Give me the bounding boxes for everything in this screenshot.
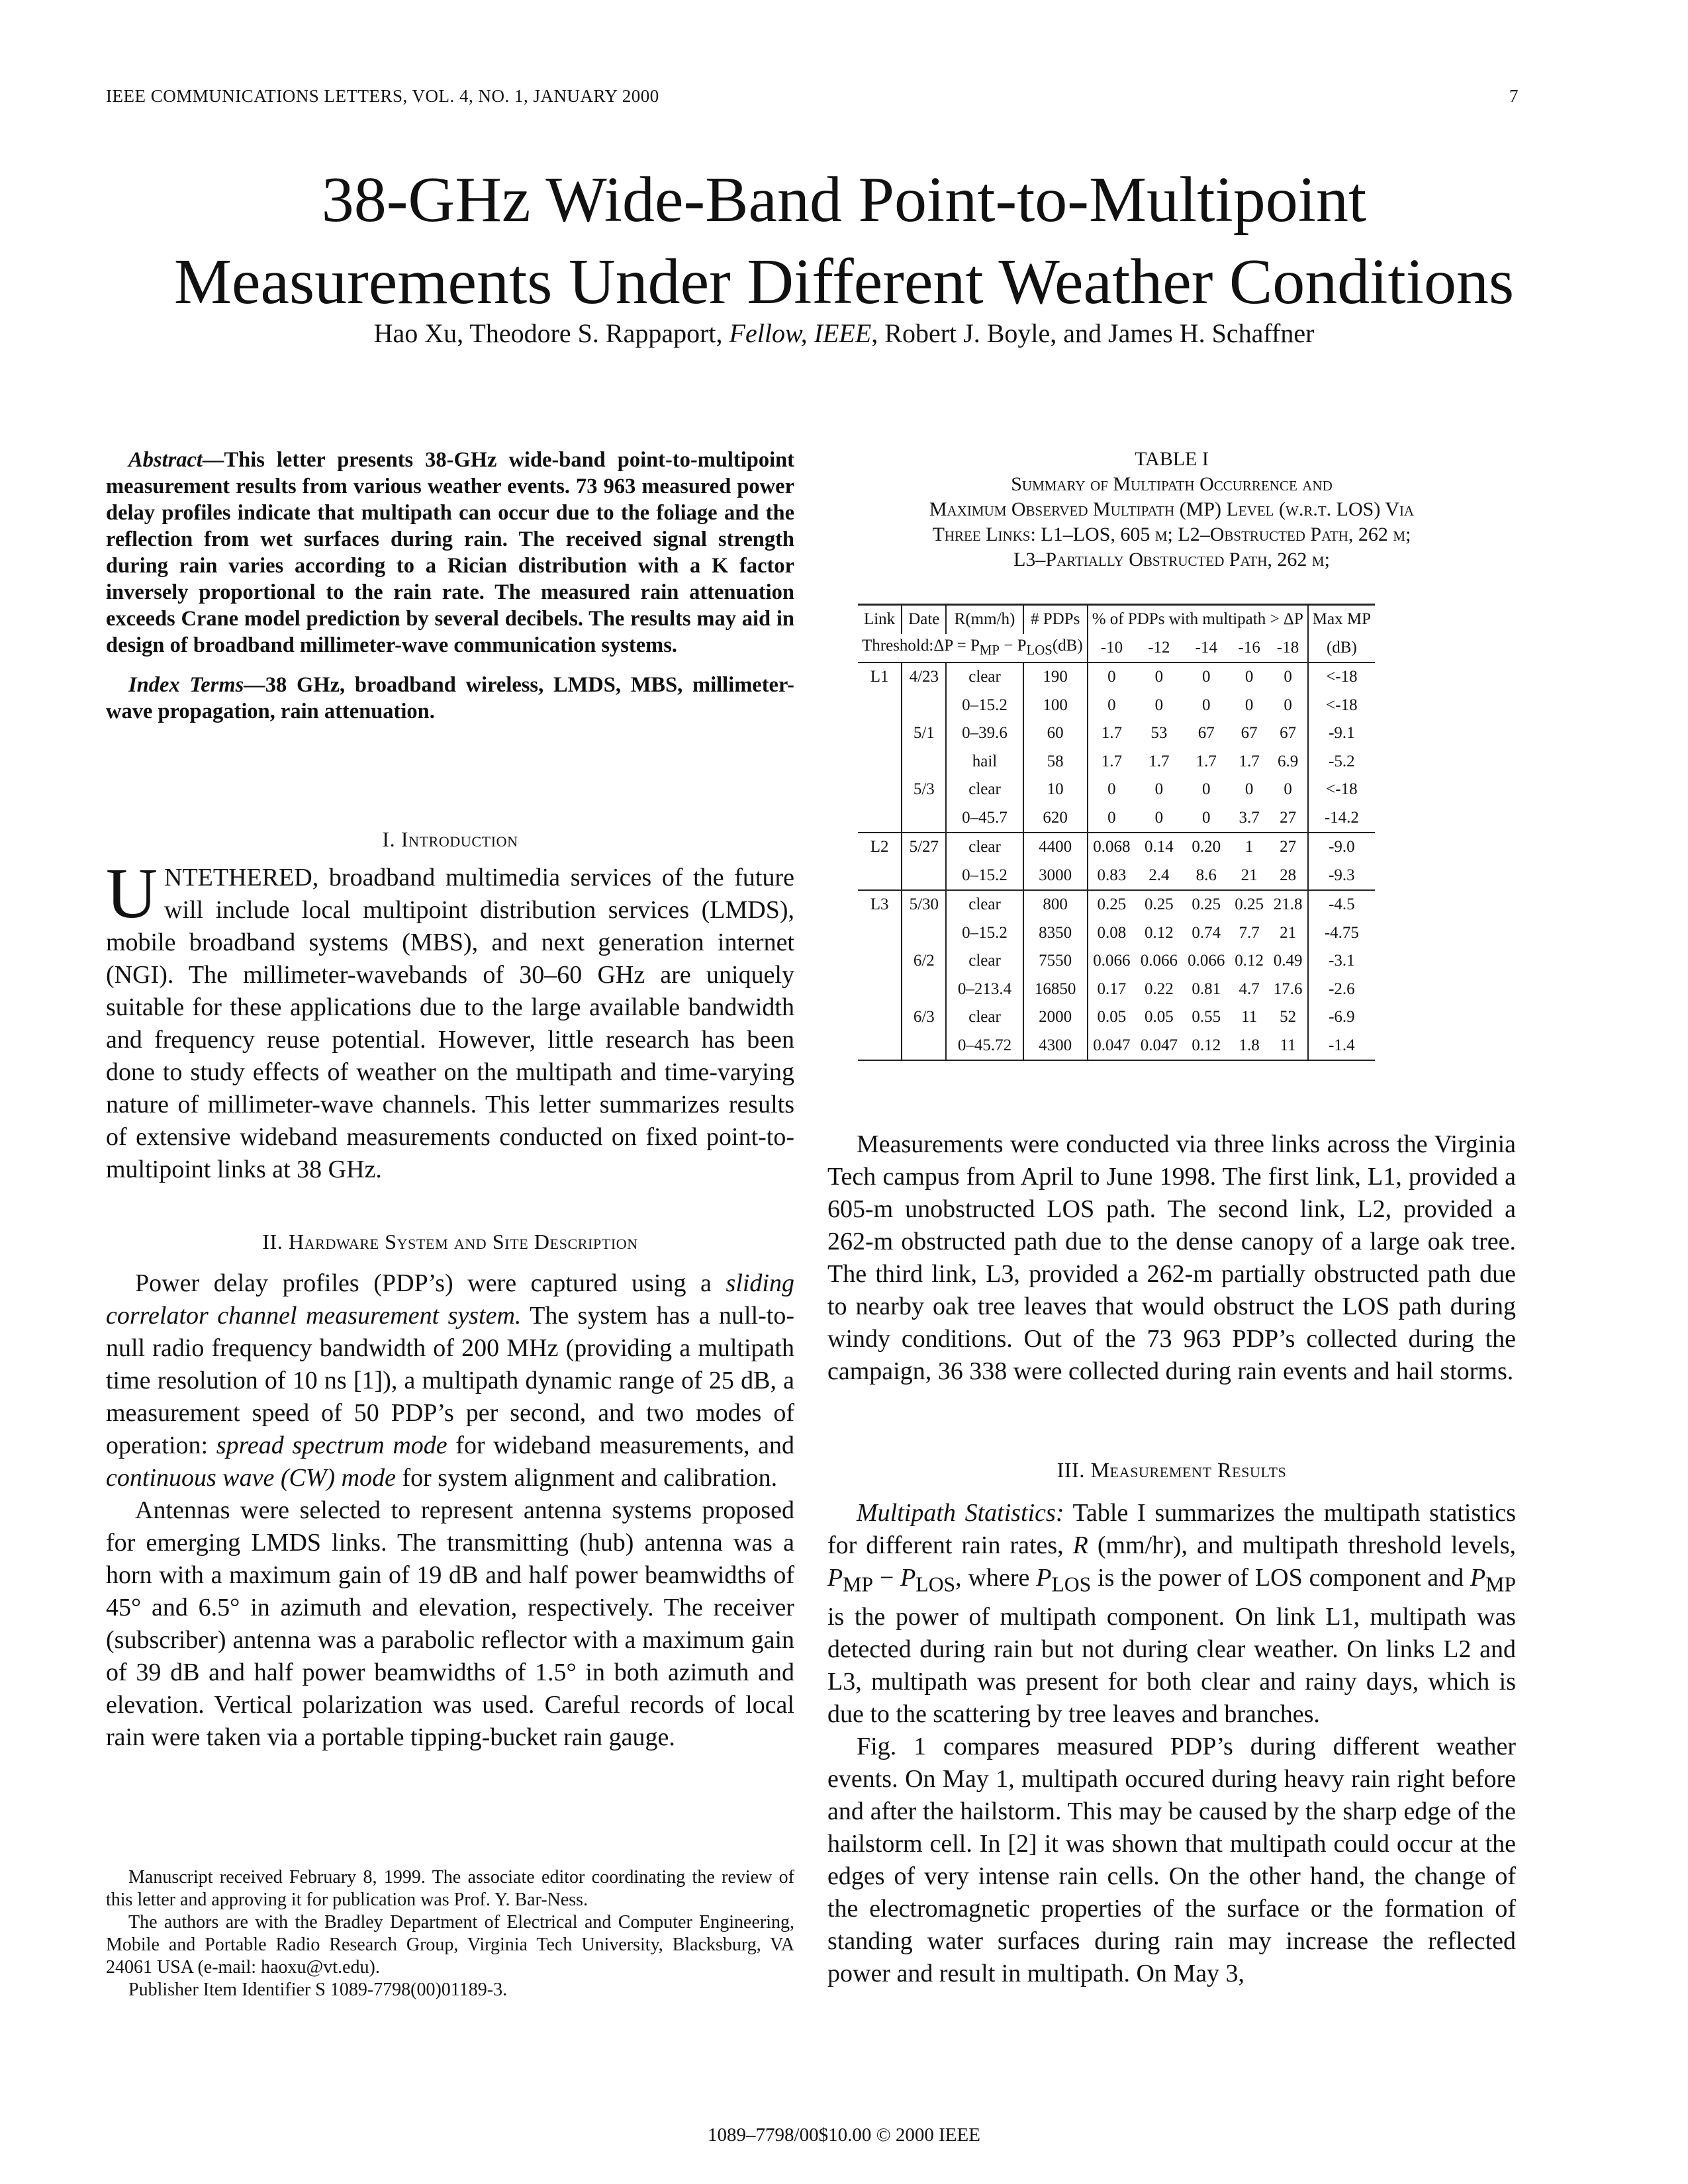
cell-percent: 3.7 bbox=[1239, 808, 1260, 827]
threshold-value: -14 bbox=[1183, 634, 1230, 663]
cell-percent: 67 bbox=[1268, 719, 1307, 748]
cell-max-mp: -4.75 bbox=[1324, 923, 1359, 942]
running-head: IEEE COMMUNICATIONS LETTERS, VOL. 4, NO. 1, JANUARY 2000 bbox=[106, 86, 659, 106]
cell-percent: 0 bbox=[1202, 696, 1211, 714]
max-mp-unit: (dB) bbox=[1308, 634, 1375, 663]
table-row bbox=[858, 719, 1375, 748]
emphasis: spread spectrum mode bbox=[216, 1432, 447, 1459]
cell-percent: 0.83 bbox=[1097, 866, 1127, 884]
text-run: is the power of multipath component. On link L1, multipath was detected during rain but not during clear weather. On links L2 and L3, multipath was present for both clear and rainy days, which is due to the scattering by tree leaves and branches. bbox=[827, 1602, 1516, 1728]
cell-rate: 0–15.2 bbox=[946, 862, 1023, 891]
cell-max-mp: -9.0 bbox=[1308, 833, 1375, 862]
cell-max-mp: <-18 bbox=[1326, 668, 1358, 686]
table-row bbox=[858, 833, 1375, 862]
multipath-table bbox=[858, 604, 1375, 1061]
table-row bbox=[858, 976, 1375, 1004]
cell-max-mp: -4.5 bbox=[1308, 890, 1375, 919]
cell-rate: clear bbox=[946, 890, 1023, 919]
cell-percent: 0.20 bbox=[1183, 833, 1230, 862]
cell-link bbox=[858, 776, 902, 804]
table-caption-line-2: Maximum Observed Multipath (MP) Level (w.r.t. LOS) Via bbox=[929, 498, 1415, 520]
cell-rate: clear bbox=[946, 776, 1023, 804]
hardware-body bbox=[106, 1267, 794, 1754]
cell-percent: 0.74 bbox=[1192, 923, 1221, 942]
cell-rate: 0–45.7 bbox=[946, 804, 1023, 833]
cell-percent: 0 bbox=[1202, 780, 1211, 799]
introduction-body bbox=[106, 854, 794, 1186]
text-run: The system has a null-to-null radio frequency bandwidth of 200 MHz (providing a multipath time resolution of 10 ns [1]), a multipath dynamic range of 25 dB, a measurement speed of 50 PDP’s per second, and two modes of operation: bbox=[106, 1302, 795, 1459]
cell-pdps: 8350 bbox=[1023, 919, 1088, 948]
table-label: TABLE I bbox=[1135, 448, 1209, 470]
cell-rate: 0–39.6 bbox=[946, 719, 1023, 748]
cell-link: L3 bbox=[858, 890, 902, 919]
measurement-sites-paragraph: Measurements were conducted via three links across the Virginia Tech campus from April to June 1998. The first link, L1, provided a 605-m unobstructed LOS path. The second link, L2, provided a 262-m obstructed path due to the dense canopy of a large oak tree. The third link, L3, provided a 262-m partially obstructed path due to nearby oak tree leaves that would obstruct the LOS path during windy conditions. Out of the 73 963 PDP’s collected during the campaign, 36 338 were collected during rain events and hail storms. bbox=[827, 1130, 1516, 1385]
col-header-link: Link bbox=[858, 605, 902, 634]
cell-max-mp: -1.4 bbox=[1308, 1032, 1375, 1061]
heading-number: I. bbox=[382, 827, 401, 851]
cell-percent: 0.49 bbox=[1268, 947, 1307, 976]
cell-pdps: 60 bbox=[1023, 719, 1088, 748]
cell-rate: 0–45.72 bbox=[946, 1032, 1023, 1061]
emphasis: sliding correlator channel measurement system. bbox=[106, 1269, 794, 1330]
paper-title bbox=[66, 159, 1622, 323]
cell-max-mp: -5.2 bbox=[1329, 752, 1355, 770]
cell-percent: 0.12 bbox=[1183, 1032, 1230, 1061]
cell-percent: 0 bbox=[1154, 780, 1164, 799]
table-row bbox=[858, 862, 1375, 891]
cell-link bbox=[858, 748, 902, 776]
results-paragraph-1 bbox=[827, 1497, 1516, 1731]
cell-percent: 0 bbox=[1268, 662, 1307, 692]
abstract-paragraph bbox=[106, 447, 794, 659]
hardware-paragraph-2: Antennas were selected to represent antenna systems proposed for emerging LMDS links. The transmitting (hub) antenna was a horn with a maximum gain of 19 dB and half power beamwidths of 45° and 6.5° in azimuth and elevation, respectively. The receiver (subscriber) antenna was a parabolic reflector with a maximum gain of 39 dB and half power beamwidths of 1.5° in both azimuth and elevation. Vertical polarization was used. Careful records of local rain were taken via a portable tipping-bucket rain gauge. bbox=[106, 1496, 794, 1751]
abstract-label: Abstract— bbox=[128, 448, 224, 472]
cell-percent: 6.9 bbox=[1268, 748, 1307, 776]
table-row bbox=[858, 692, 1375, 720]
index-terms-label: Index Terms— bbox=[128, 673, 265, 697]
table-row bbox=[858, 804, 1375, 833]
cell-percent: 11 bbox=[1268, 1032, 1307, 1061]
cell-pdps: 620 bbox=[1023, 804, 1088, 833]
cell-pdps: 16850 bbox=[1023, 976, 1088, 1004]
table-row bbox=[858, 1003, 1375, 1032]
cell-percent: 0.066 bbox=[1140, 952, 1178, 970]
table-caption-line-1: Summary of Multipath Occurrence and bbox=[1011, 473, 1333, 495]
cell-date: 6/3 bbox=[902, 1003, 946, 1032]
cell-pdps: 4400 bbox=[1023, 833, 1088, 862]
cell-percent: 0 bbox=[1244, 696, 1254, 714]
section-heading-results bbox=[827, 1458, 1516, 1482]
cell-link bbox=[858, 1032, 902, 1061]
cell-pdps: 3000 bbox=[1023, 862, 1088, 891]
cell-percent: 0.25 bbox=[1183, 890, 1230, 919]
cell-percent: 27 bbox=[1268, 804, 1307, 833]
right-column-body bbox=[827, 1128, 1516, 1388]
cell-rate: clear bbox=[946, 1003, 1023, 1032]
cell-rate: hail bbox=[946, 748, 1023, 776]
cell-rate: clear bbox=[946, 662, 1023, 692]
cell-percent: 67 bbox=[1241, 724, 1258, 743]
cell-percent: 0 bbox=[1244, 668, 1254, 686]
title-line-1: 38-GHz Wide-Band Point-to-Multipoint bbox=[321, 164, 1367, 236]
index-terms-text: 38 GHz, broadband wireless, LMDS, MBS, millimeter-wave propagation, rain attenuation. bbox=[106, 673, 794, 723]
cell-pdps: 4300 bbox=[1023, 1032, 1088, 1061]
cell-max-mp: -14.2 bbox=[1324, 808, 1359, 827]
table-row bbox=[858, 1032, 1375, 1061]
heading-text: Introduction bbox=[400, 827, 518, 851]
copyright-footer: 1089–7798/00$10.00 © 2000 IEEE bbox=[708, 2124, 980, 2146]
cell-date bbox=[902, 862, 946, 891]
drop-cap: U bbox=[106, 854, 158, 933]
table-row bbox=[858, 748, 1375, 776]
cell-link bbox=[858, 692, 902, 720]
threshold-label bbox=[858, 634, 1088, 663]
cell-date bbox=[902, 976, 946, 1004]
cell-pdps: 100 bbox=[1023, 692, 1088, 720]
cell-max-mp: -9.3 bbox=[1329, 866, 1355, 884]
threshold-value: -10 bbox=[1088, 634, 1135, 663]
col-header-pdps: # PDPs bbox=[1023, 605, 1088, 634]
cell-date: 5/3 bbox=[902, 776, 946, 804]
cell-link bbox=[858, 976, 902, 1004]
table-row bbox=[858, 947, 1375, 976]
cell-link: L2 bbox=[858, 833, 902, 862]
cell-link bbox=[858, 1003, 902, 1032]
table-row bbox=[858, 919, 1375, 948]
cell-percent: 4.7 bbox=[1239, 979, 1260, 998]
heading-text: Hardware System and Site Description bbox=[288, 1230, 638, 1253]
cell-rate: clear bbox=[946, 947, 1023, 976]
table-row bbox=[858, 890, 1375, 919]
cell-pdps: 7550 bbox=[1023, 947, 1088, 976]
cell-percent: 28 bbox=[1268, 862, 1307, 891]
math-symbol: P bbox=[1470, 1564, 1486, 1592]
cell-percent: 0.55 bbox=[1192, 1008, 1221, 1026]
introduction-paragraph bbox=[106, 854, 794, 1186]
cell-max-mp: <-18 bbox=[1326, 780, 1358, 799]
cell-rate: 0–15.2 bbox=[946, 919, 1023, 948]
table-row bbox=[858, 776, 1375, 804]
cell-percent: 0 bbox=[1107, 808, 1116, 827]
cell-percent: 0 bbox=[1107, 780, 1116, 799]
text-run: for wideband measurements, and bbox=[447, 1432, 794, 1459]
cell-link bbox=[858, 919, 902, 948]
text-run: (mm/hr), and multipath threshold levels, bbox=[1088, 1531, 1517, 1559]
table-row bbox=[858, 662, 1375, 692]
text-run: for system alignment and calibration. bbox=[395, 1464, 778, 1492]
cell-percent: 0 bbox=[1268, 692, 1307, 720]
cell-percent: 0.066 bbox=[1188, 952, 1225, 970]
cell-percent: 0.05 bbox=[1097, 1008, 1127, 1026]
cell-date bbox=[902, 692, 946, 720]
cell-link bbox=[858, 804, 902, 833]
results-paragraph-2: Fig. 1 compares measured PDP’s during different weather events. On May 1, multipath occured during heavy rain right before and after the hailstorm. This may be caused by the sharp edge of the hailstorm cell. In [2] it was shown that multipath could occur at the edges of very intense rain cells. On the other hand, the change of the electromagnetic properties of the surface or the formation of standing water surfaces during rain may increase the reflected power and result in multipath. On May 3, bbox=[827, 1732, 1516, 1987]
author-list bbox=[66, 318, 1622, 349]
text-run: is the power of LOS component and bbox=[1091, 1564, 1471, 1592]
cell-percent: 8.6 bbox=[1196, 866, 1217, 884]
section-heading-introduction bbox=[106, 827, 794, 852]
cell-percent: 0 bbox=[1154, 696, 1164, 714]
cell-pdps: 10 bbox=[1023, 776, 1088, 804]
heading-text: Measurement Results bbox=[1090, 1458, 1287, 1482]
cell-percent: 0.22 bbox=[1144, 979, 1174, 998]
cell-percent: 0 bbox=[1154, 808, 1164, 827]
cell-link bbox=[858, 862, 902, 891]
cell-percent: 1.7 bbox=[1101, 752, 1123, 770]
introduction-text: NTETHERED, broadband multimedia services of the future will include local multipoint distribution services (LMDS), mobile broadband systems (MBS), and next generation internet (NGI). The millimeter-wavebands of 30–60 GHz are uniquely suitable for these applications due to the large available bandwidth and frequency reuse potential. However, little research has been done to study effects of weather on the multipath and time-varying nature of millimeter-wave channels. This letter summarizes results of extensive wideband measurements conducted on fixed point-to-multipoint links at 38 GHz. bbox=[106, 864, 794, 1183]
footnote-manuscript: Manuscript received February 8, 1999. The associate editor coordinating the review of this letter and approving it for publication was Prof. Y. Bar-Ness. bbox=[106, 1867, 794, 1910]
math-symbol: P bbox=[827, 1564, 843, 1592]
cell-percent: 0 bbox=[1154, 668, 1164, 686]
cell-percent: 17.6 bbox=[1268, 976, 1307, 1004]
col-header-date: Date bbox=[902, 605, 946, 634]
heading-number: II. bbox=[262, 1230, 289, 1253]
math-sub: MP bbox=[1485, 1572, 1516, 1596]
math-symbol: P bbox=[900, 1564, 916, 1592]
cell-percent: 21 bbox=[1268, 919, 1307, 948]
cell-percent: 27 bbox=[1268, 833, 1307, 862]
cell-percent: 0 bbox=[1107, 668, 1116, 686]
cell-rate: clear bbox=[946, 833, 1023, 862]
cell-percent: 0.12 bbox=[1235, 952, 1264, 970]
cell-date: 5/1 bbox=[902, 719, 946, 748]
page-number: 7 bbox=[1509, 86, 1519, 106]
cell-percent: 0 bbox=[1268, 776, 1307, 804]
text-run: − bbox=[872, 1564, 901, 1592]
cell-percent: 0.25 bbox=[1135, 890, 1182, 919]
threshold-text: (dB) bbox=[1052, 637, 1083, 655]
cell-percent: 11 bbox=[1241, 1008, 1258, 1026]
footnote-block bbox=[106, 1866, 794, 2001]
cell-percent: 0 bbox=[1202, 668, 1211, 686]
col-header-percent: % of PDPs with multipath > ΔP bbox=[1088, 605, 1308, 634]
text-run: , where bbox=[955, 1564, 1037, 1592]
cell-percent: 67 bbox=[1197, 724, 1215, 743]
cell-percent: 52 bbox=[1268, 1003, 1307, 1032]
table-caption-line-4: L3–Partially Obstructed Path, 262 m; bbox=[1013, 549, 1330, 570]
cell-percent: 2.4 bbox=[1149, 866, 1170, 884]
cell-percent: 0.08 bbox=[1097, 923, 1127, 942]
cell-date: 5/30 bbox=[902, 890, 946, 919]
cell-max-mp: -3.1 bbox=[1329, 952, 1355, 970]
math-symbol: R bbox=[1072, 1531, 1088, 1559]
section-introduction bbox=[106, 827, 794, 852]
cell-percent: 0.047 bbox=[1088, 1032, 1135, 1061]
cell-percent: 0.068 bbox=[1088, 833, 1135, 862]
cell-percent: 1 bbox=[1230, 833, 1268, 862]
text-run: Power delay profiles (PDP’s) were captured using a bbox=[135, 1269, 726, 1297]
cell-date bbox=[902, 748, 946, 776]
cell-max-mp: -6.9 bbox=[1329, 1008, 1355, 1026]
table-body bbox=[858, 662, 1375, 1060]
threshold-value: -16 bbox=[1230, 634, 1268, 663]
math-sub: MP bbox=[843, 1572, 873, 1596]
cell-percent: 1.7 bbox=[1239, 752, 1260, 770]
threshold-text: Threshold:ΔP = P bbox=[862, 637, 980, 655]
abstract-text: This letter presents 38-GHz wide-band point-to-multipoint measurement results from various weather events. 73 963 measured power delay profiles indicate that multipath can occur due to the foliage and the reflection from wet surfaces during rain. The received signal strength during rain varies according to a Rician distribution with a K factor inversely proportional to the rain rate. The measured rain attenuation exceeds Crane model prediction by several decibels. The results may aid in design of broadband millimeter-wave communication systems. bbox=[106, 448, 794, 657]
table-caption-line-3: Three Links: L1–LOS, 605 m; L2–Obstructed Path, 262 m; bbox=[932, 523, 1411, 545]
abstract-block bbox=[106, 447, 794, 738]
cell-date: 5/27 bbox=[902, 833, 946, 862]
cell-percent: 0.047 bbox=[1135, 1032, 1182, 1061]
cell-percent: 0.81 bbox=[1192, 979, 1221, 998]
hardware-paragraph-1 bbox=[106, 1267, 794, 1494]
footnote-identifier: Publisher Item Identifier S 1089-7798(00)01189-3. bbox=[128, 1979, 508, 2000]
cell-link bbox=[858, 947, 902, 976]
col-header-max-mp: Max MP bbox=[1308, 605, 1375, 634]
heading-number: III. bbox=[1056, 1458, 1091, 1482]
author-grade: Fellow, IEEE bbox=[729, 318, 872, 348]
index-terms-paragraph bbox=[106, 672, 794, 725]
cell-rate: 0–15.2 bbox=[946, 692, 1023, 720]
cell-percent: 21 bbox=[1241, 866, 1258, 884]
footnote-affiliation: The authors are with the Bradley Department of Electrical and Computer Engineering, Mobile and Portable Radio Research Group, Virginia Tech University, Blacksburg, VA 24061 USA (e-mail: haoxu@vt.edu). bbox=[106, 1912, 794, 1978]
math-sub: LOS bbox=[915, 1572, 956, 1596]
cell-percent: 0 bbox=[1244, 780, 1254, 799]
section-hardware bbox=[106, 1230, 794, 1254]
cell-percent: 1.8 bbox=[1230, 1032, 1268, 1061]
text-run: Table I summarizes the multipath statistics for different rain rates, bbox=[827, 1499, 1516, 1559]
section-heading-hardware bbox=[106, 1230, 794, 1254]
cell-percent: 0 bbox=[1202, 808, 1211, 827]
cell-date bbox=[902, 804, 946, 833]
cell-max-mp: <-18 bbox=[1326, 696, 1358, 714]
cell-max-mp: -2.6 bbox=[1329, 979, 1355, 998]
threshold-value: -18 bbox=[1268, 634, 1307, 663]
cell-link: L1 bbox=[858, 662, 902, 692]
cell-date bbox=[902, 919, 946, 948]
cell-link bbox=[858, 719, 902, 748]
cell-percent: 0.25 bbox=[1088, 890, 1135, 919]
threshold-text: − P bbox=[999, 637, 1027, 655]
cell-pdps: 2000 bbox=[1023, 1003, 1088, 1032]
cell-max-mp: -9.1 bbox=[1329, 724, 1355, 743]
cell-percent: 0.14 bbox=[1135, 833, 1182, 862]
cell-date bbox=[902, 1032, 946, 1061]
threshold-sub: MP bbox=[979, 642, 1000, 659]
cell-pdps: 58 bbox=[1023, 748, 1088, 776]
table-caption bbox=[827, 447, 1516, 572]
cell-percent: 0 bbox=[1107, 696, 1116, 714]
threshold-sub: LOS bbox=[1026, 642, 1053, 659]
section-results bbox=[827, 1458, 1516, 1482]
cell-percent: 0.12 bbox=[1144, 923, 1174, 942]
run-in-heading: Multipath Statistics: bbox=[857, 1499, 1064, 1527]
cell-percent: 0.05 bbox=[1144, 1008, 1174, 1026]
cell-pdps: 800 bbox=[1023, 890, 1088, 919]
results-body bbox=[827, 1497, 1516, 1990]
cell-pdps: 190 bbox=[1023, 662, 1088, 692]
col-header-rate: R(mm/h) bbox=[946, 605, 1023, 634]
math-symbol: P bbox=[1036, 1564, 1052, 1592]
cell-percent: 1.7 bbox=[1101, 724, 1123, 743]
math-sub: LOS bbox=[1051, 1572, 1092, 1596]
authors-part-1: Hao Xu, Theodore S. Rappaport, bbox=[373, 318, 729, 348]
title-line-2: Measurements Under Different Weather Conditions bbox=[173, 246, 1515, 318]
cell-percent: 0.066 bbox=[1093, 952, 1131, 970]
cell-date: 6/2 bbox=[902, 947, 946, 976]
cell-percent: 53 bbox=[1150, 724, 1168, 743]
threshold-value: -12 bbox=[1135, 634, 1182, 663]
cell-percent: 1.7 bbox=[1149, 752, 1170, 770]
cell-rate: 0–213.4 bbox=[946, 976, 1023, 1004]
cell-date: 4/23 bbox=[902, 662, 946, 692]
authors-part-2: , Robert J. Boyle, and James H. Schaffner bbox=[871, 318, 1315, 348]
cell-percent: 21.8 bbox=[1268, 890, 1307, 919]
cell-percent: 0.17 bbox=[1097, 979, 1127, 998]
emphasis: continuous wave (CW) mode bbox=[106, 1464, 396, 1492]
cell-percent: 0.25 bbox=[1230, 890, 1268, 919]
cell-percent: 1.7 bbox=[1196, 752, 1217, 770]
cell-percent: 7.7 bbox=[1239, 923, 1260, 942]
